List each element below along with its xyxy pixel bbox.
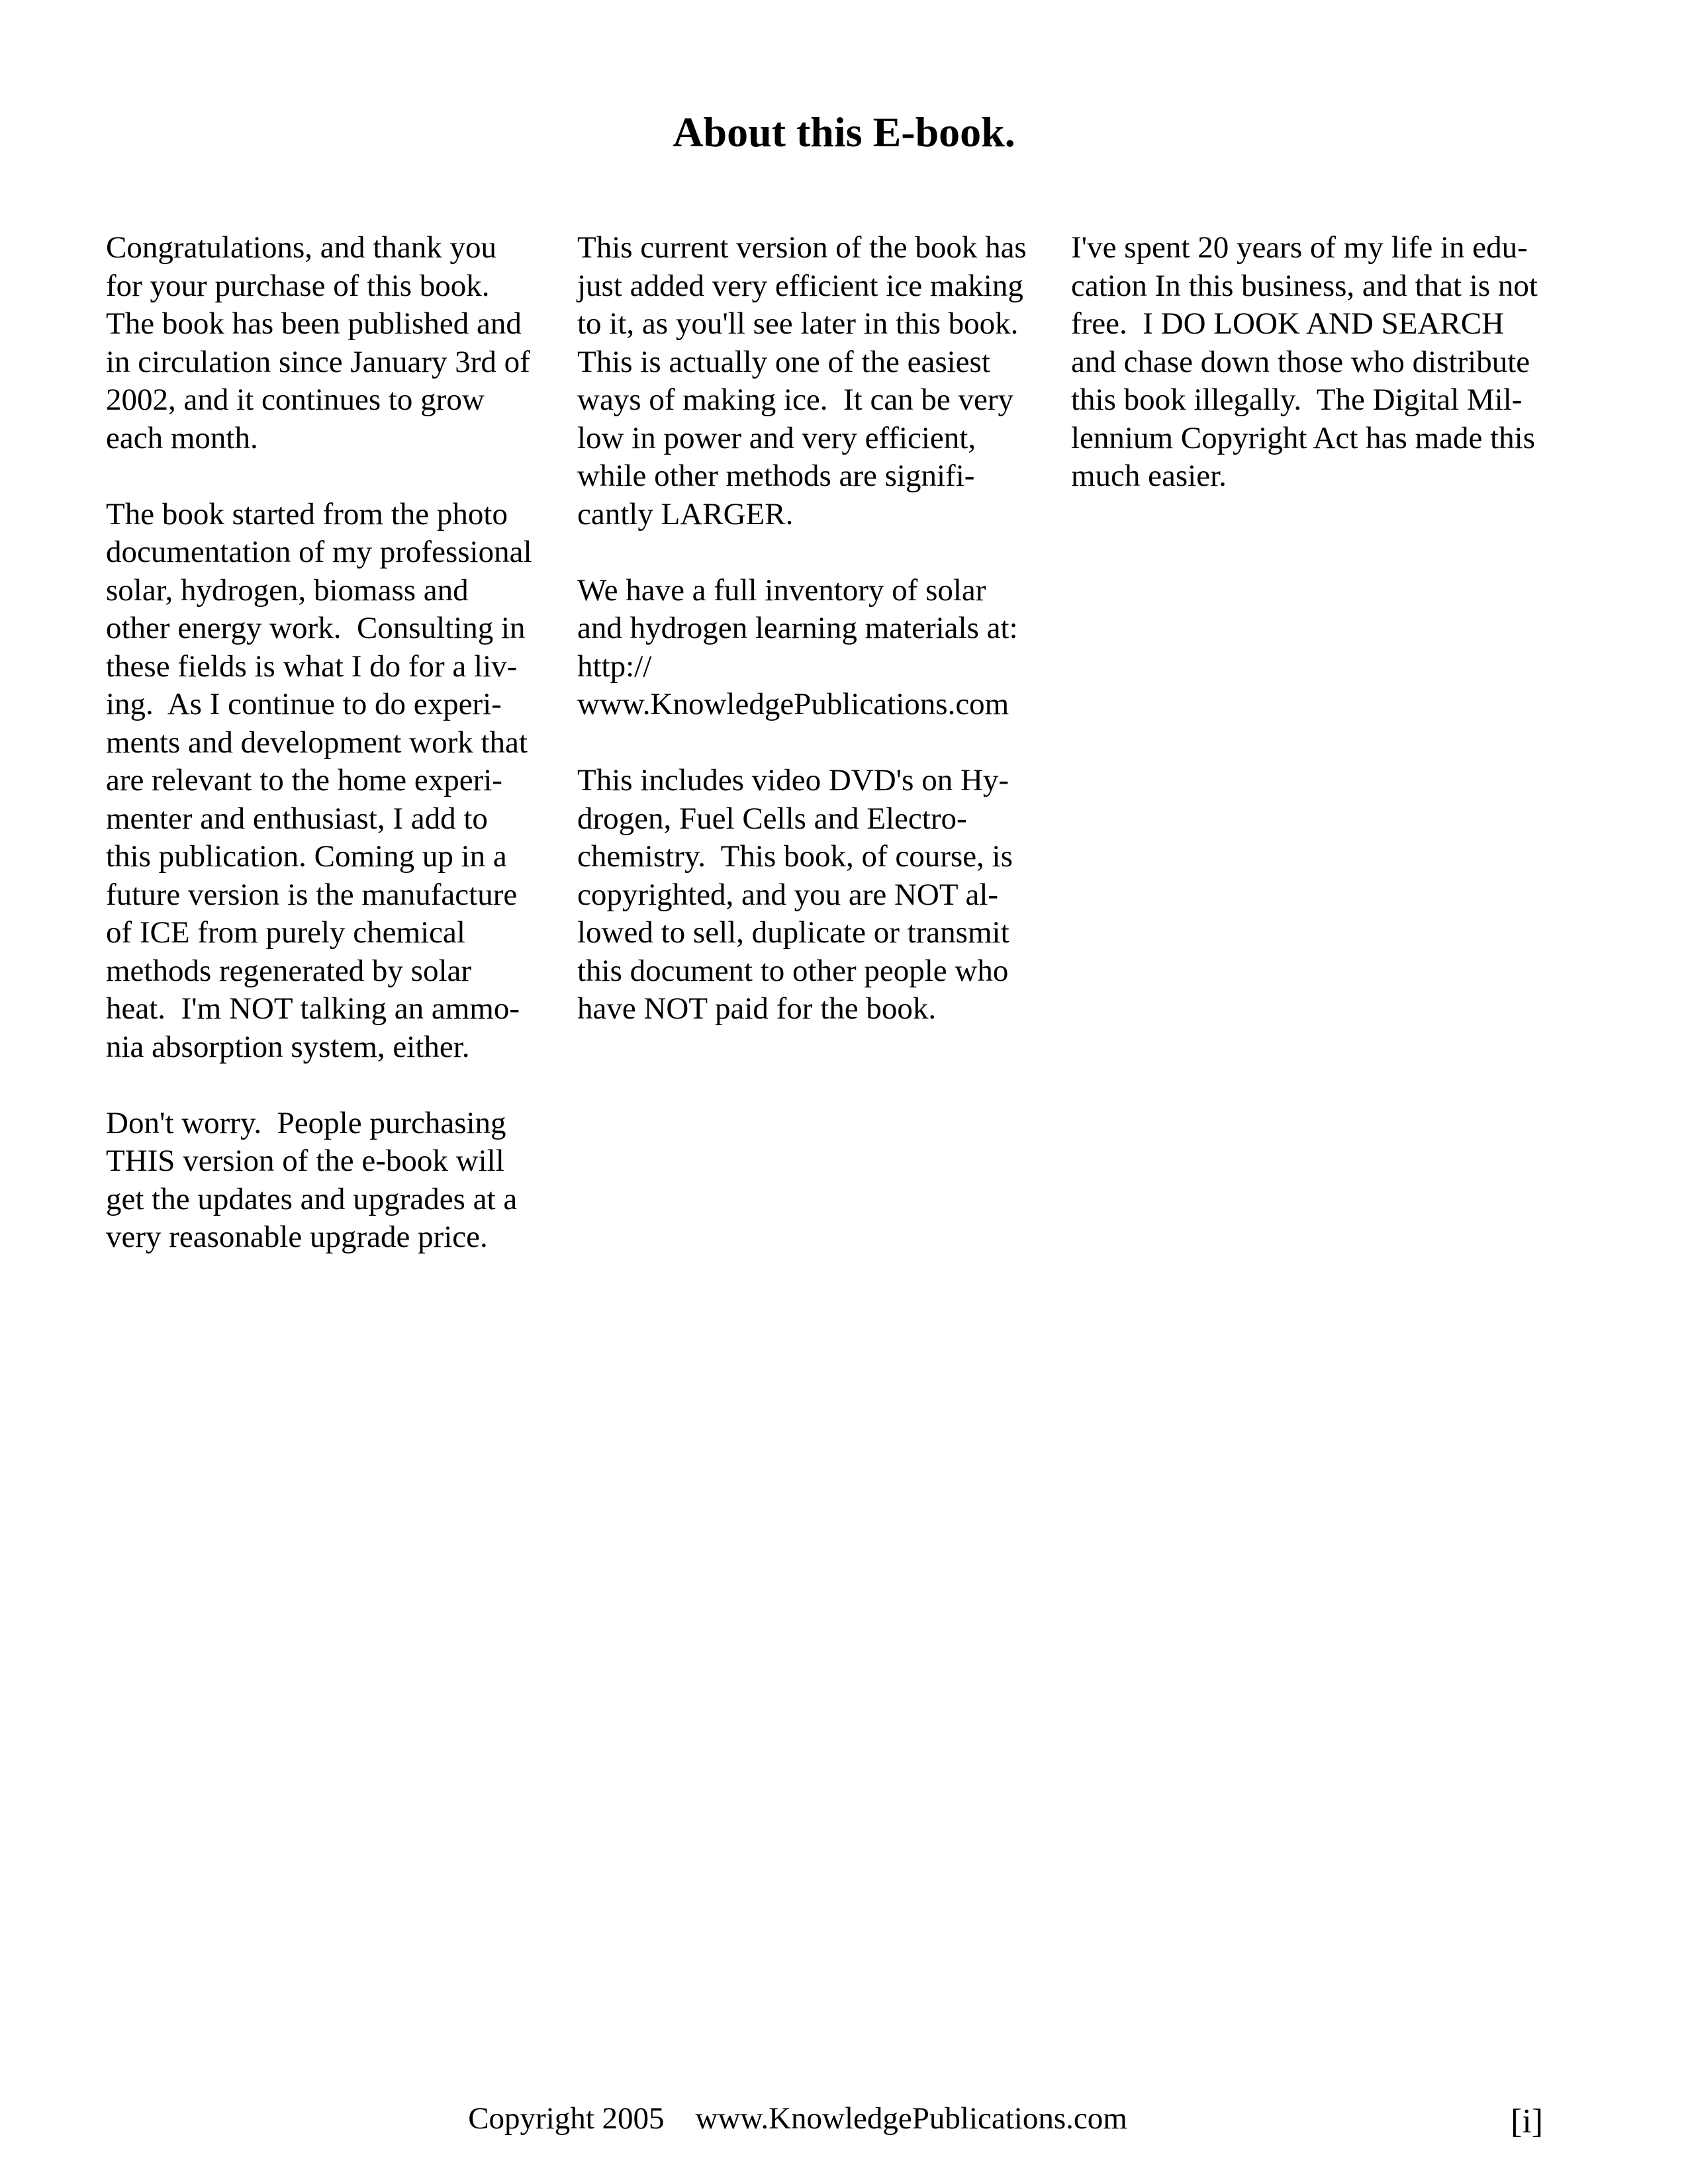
text-line: ments and development work that <box>106 725 528 760</box>
text-line: future version is the manufacture <box>106 877 518 912</box>
text-line: and chase down those who distribute <box>1071 344 1530 379</box>
text-line: have NOT paid for the book. <box>577 991 937 1026</box>
text-line: this book illegally. The Digital Mil- <box>1071 383 1523 417</box>
text-line: www.KnowledgePublications.com <box>577 687 1009 721</box>
text-line: nia absorption system, either. <box>106 1029 470 1064</box>
text-line: documentation of my professional <box>106 535 532 569</box>
text-column-1 <box>106 229 569 1295</box>
text-line: Don't worry. People purchasing <box>106 1105 506 1140</box>
text-line: in circulation since January 3rd of <box>106 344 530 379</box>
text-line: much easier. <box>1071 459 1227 493</box>
text-line: are relevant to the home experi- <box>106 763 502 797</box>
text-line: lennium Copyright Act has made this <box>1071 420 1536 455</box>
paragraph <box>106 229 569 457</box>
text-line: of ICE from purely chemical <box>106 915 465 950</box>
paragraph <box>1071 229 1594 496</box>
paragraph <box>577 229 1060 533</box>
text-line: This includes video DVD's on Hy- <box>577 763 1009 797</box>
footer-copyright: Copyright 2005 www.KnowledgePublications.com <box>468 2101 1127 2136</box>
text-line: get the updates and upgrades at a <box>106 1181 518 1216</box>
text-line: THIS version of the e-book will <box>106 1144 504 1178</box>
text-line: these fields is what I do for a liv- <box>106 649 518 684</box>
text-column-3 <box>1071 229 1594 533</box>
text-line: while other methods are signifi- <box>577 459 975 493</box>
paragraph <box>577 572 1060 724</box>
text-line: 2002, and it continues to grow <box>106 383 485 417</box>
text-line: this document to other people who <box>577 953 1009 988</box>
text-line: cantly LARGER. <box>577 496 794 531</box>
text-line: menter and enthusiast, I add to <box>106 801 488 836</box>
page-number: [i] <box>1511 2103 1544 2140</box>
text-line: just added very efficient ice making <box>577 268 1023 303</box>
text-line: each month. <box>106 420 258 455</box>
text-line: to it, as you'll see later in this book. <box>577 306 1019 341</box>
text-line: lowed to sell, duplicate or transmit <box>577 915 1009 950</box>
text-line: The book has been published and <box>106 306 522 341</box>
text-line: We have a full inventory of solar <box>577 572 986 608</box>
text-line: very reasonable upgrade price. <box>106 1220 488 1254</box>
text-line: and hydrogen learning materials at: <box>577 611 1018 645</box>
text-line: copyrighted, and you are NOT al- <box>577 877 999 912</box>
paragraph <box>577 762 1060 1028</box>
text-line: methods regenerated by solar <box>106 953 472 988</box>
text-line: drogen, Fuel Cells and Electro- <box>577 801 967 836</box>
text-line: ways of making ice. It can be very <box>577 383 1014 417</box>
text-line: The book started from the photo <box>106 496 508 531</box>
text-line: other energy work. Consulting in <box>106 611 526 645</box>
text-line: I've spent 20 years of my life in edu- <box>1071 230 1528 265</box>
page-title: About this E-book. <box>673 109 1015 156</box>
text-line: This current version of the book has <box>577 230 1027 265</box>
paragraph <box>106 496 569 1067</box>
text-line: for your purchase of this book. <box>106 268 490 303</box>
text-column-2 <box>577 229 1060 1066</box>
paragraph <box>106 1105 569 1257</box>
text-line: solar, hydrogen, biomass and <box>106 572 469 608</box>
text-line: this publication. Coming up in a <box>106 839 507 874</box>
text-line: chemistry. This book, of course, is <box>577 839 1013 874</box>
text-line: cation In this business, and that is not <box>1071 268 1538 303</box>
text-line: ing. As I continue to do experi- <box>106 687 502 721</box>
text-line: http:// <box>577 649 652 684</box>
text-line: Congratulations, and thank you <box>106 230 497 265</box>
text-line: This is actually one of the easiest <box>577 344 990 379</box>
text-line: free. I DO LOOK AND SEARCH <box>1071 306 1505 341</box>
text-line: heat. I'm NOT talking an ammo- <box>106 991 520 1026</box>
text-line: low in power and very efficient, <box>577 420 976 455</box>
